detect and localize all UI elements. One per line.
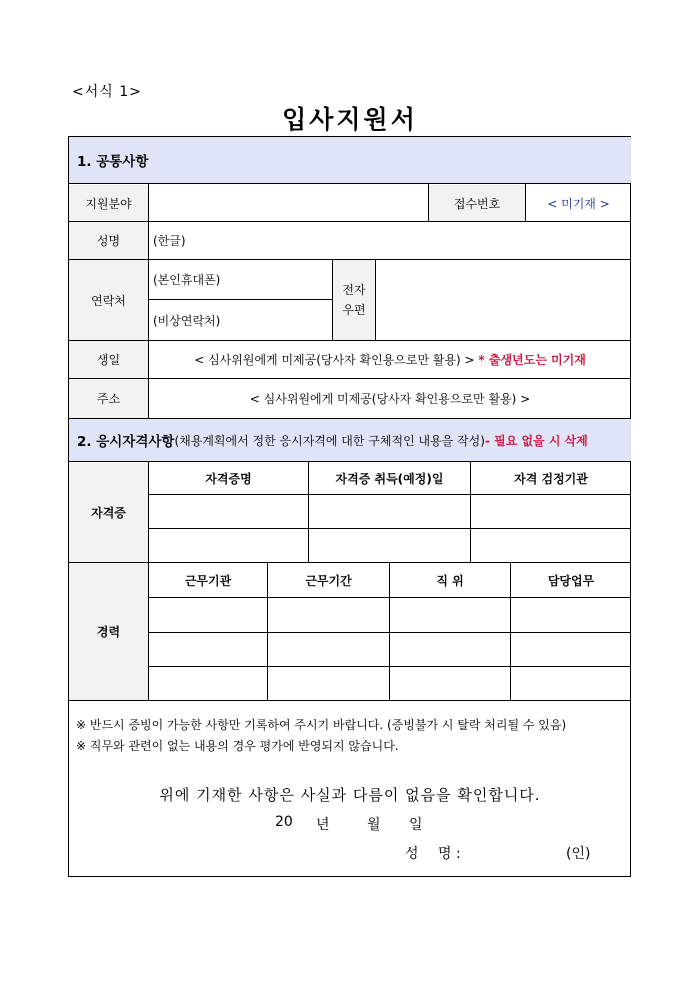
form-number: <서식 1> bbox=[72, 84, 142, 100]
name-input[interactable] bbox=[153, 222, 623, 259]
signature-label-1: 성 bbox=[405, 846, 419, 862]
section-2-heading bbox=[69, 419, 631, 462]
career-row-3-org[interactable] bbox=[149, 667, 267, 700]
date-year-unit: 년 bbox=[316, 817, 330, 833]
note-relevance: ※ 직무와 관련이 없는 내용의 경우 평가에 반영되지 않습니다. bbox=[76, 739, 399, 753]
career-label: 경력 bbox=[69, 563, 148, 700]
address-label: 주소 bbox=[69, 379, 148, 418]
receipt-label: 접수번호 bbox=[429, 185, 525, 221]
receipt-value: < 미기재 > bbox=[547, 196, 610, 211]
career-row-1-org[interactable] bbox=[149, 598, 267, 632]
mobile-hint: (본인휴대폰) bbox=[153, 273, 221, 287]
signature-label-2: 명 : bbox=[438, 846, 461, 862]
career-row-1-duties[interactable] bbox=[511, 598, 631, 632]
career-row-2-period[interactable] bbox=[268, 633, 389, 666]
birth-warning: * 출생년도는 미기재 bbox=[478, 353, 586, 367]
section-2-subtitle: (채용계획에서 정한 응시자격에 대한 구체적인 내용을 작성) bbox=[174, 433, 485, 448]
career-row-1-position[interactable] bbox=[390, 598, 510, 632]
address-input[interactable] bbox=[149, 379, 631, 418]
emergency-input[interactable] bbox=[153, 300, 331, 340]
date-year: 20 bbox=[275, 814, 293, 830]
career-row-3-position[interactable] bbox=[390, 667, 510, 700]
confirmation-text: 위에 기재한 사항은 사실과 다름이 없음을 확인합니다. bbox=[159, 786, 541, 804]
cert-row-1-name[interactable] bbox=[149, 495, 308, 528]
date-month-unit: 월 bbox=[367, 817, 381, 833]
career-col-org: 근무기관 bbox=[184, 573, 232, 588]
career-row-3-duties[interactable] bbox=[511, 667, 631, 700]
field-input[interactable] bbox=[149, 185, 428, 221]
cert-row-1-date[interactable] bbox=[309, 495, 470, 528]
email-label-line-2: 우편 bbox=[342, 303, 366, 317]
career-row-2-duties[interactable] bbox=[511, 633, 631, 666]
birth-note: < 심사위원에게 미제공(당사자 확인용으로만 활용) > bbox=[194, 353, 475, 367]
career-row-1-period[interactable] bbox=[268, 598, 389, 632]
cert-row-2-issuer[interactable] bbox=[471, 529, 631, 562]
section-1-title: 1. 공통사항 bbox=[77, 154, 149, 170]
email-input[interactable] bbox=[376, 260, 631, 340]
career-row-2-position[interactable] bbox=[390, 633, 510, 666]
career-col-duties: 담당업무 bbox=[547, 573, 595, 588]
cert-col-name: 자격증명 bbox=[205, 472, 252, 486]
cert-row-2-name[interactable] bbox=[149, 529, 308, 562]
email-label bbox=[333, 260, 375, 340]
cert-row-2-date[interactable] bbox=[309, 529, 470, 562]
career-row-2-org[interactable] bbox=[149, 633, 267, 666]
page-title: 입사지원서 bbox=[282, 105, 418, 134]
name-hint: (한글) bbox=[153, 234, 186, 248]
note-evidence: ※ 반드시 증빙이 가능한 사항만 기록하여 주시기 바랍니다. (증빙불가 시 탈락 처리될 수 있음) bbox=[76, 718, 567, 732]
career-col-period: 근무기간 bbox=[305, 573, 352, 588]
career-row-3-period[interactable] bbox=[268, 667, 389, 700]
name-label: 성명 bbox=[69, 222, 148, 259]
cert-label: 자격증 bbox=[69, 463, 148, 562]
mobile-input[interactable] bbox=[153, 260, 331, 299]
date-day-unit: 일 bbox=[409, 817, 423, 833]
birth-input[interactable] bbox=[149, 341, 631, 378]
career-col-position: 직 위 bbox=[436, 573, 464, 588]
section-2-title: 2. 응시자격사항 bbox=[77, 434, 175, 450]
signature-seal: (인) bbox=[566, 846, 591, 862]
contact-label: 연락처 bbox=[69, 260, 148, 340]
birth-label: 생일 bbox=[69, 341, 148, 378]
cert-col-issuer: 자격 검정기관 bbox=[514, 472, 588, 486]
section-1-heading bbox=[69, 137, 631, 184]
section-2-warning: - 필요 없을 시 삭제 bbox=[484, 433, 588, 448]
cert-col-date: 자격증 취득(예정)일 bbox=[335, 472, 444, 486]
address-note: < 심사위원에게 미제공(당사자 확인용으로만 활용) > bbox=[249, 392, 531, 406]
email-label-line-1: 전자 bbox=[342, 283, 366, 297]
cert-row-1-issuer[interactable] bbox=[471, 495, 631, 528]
emergency-hint: (비상연락처) bbox=[153, 313, 221, 328]
field-label: 지원분야 bbox=[69, 185, 148, 221]
